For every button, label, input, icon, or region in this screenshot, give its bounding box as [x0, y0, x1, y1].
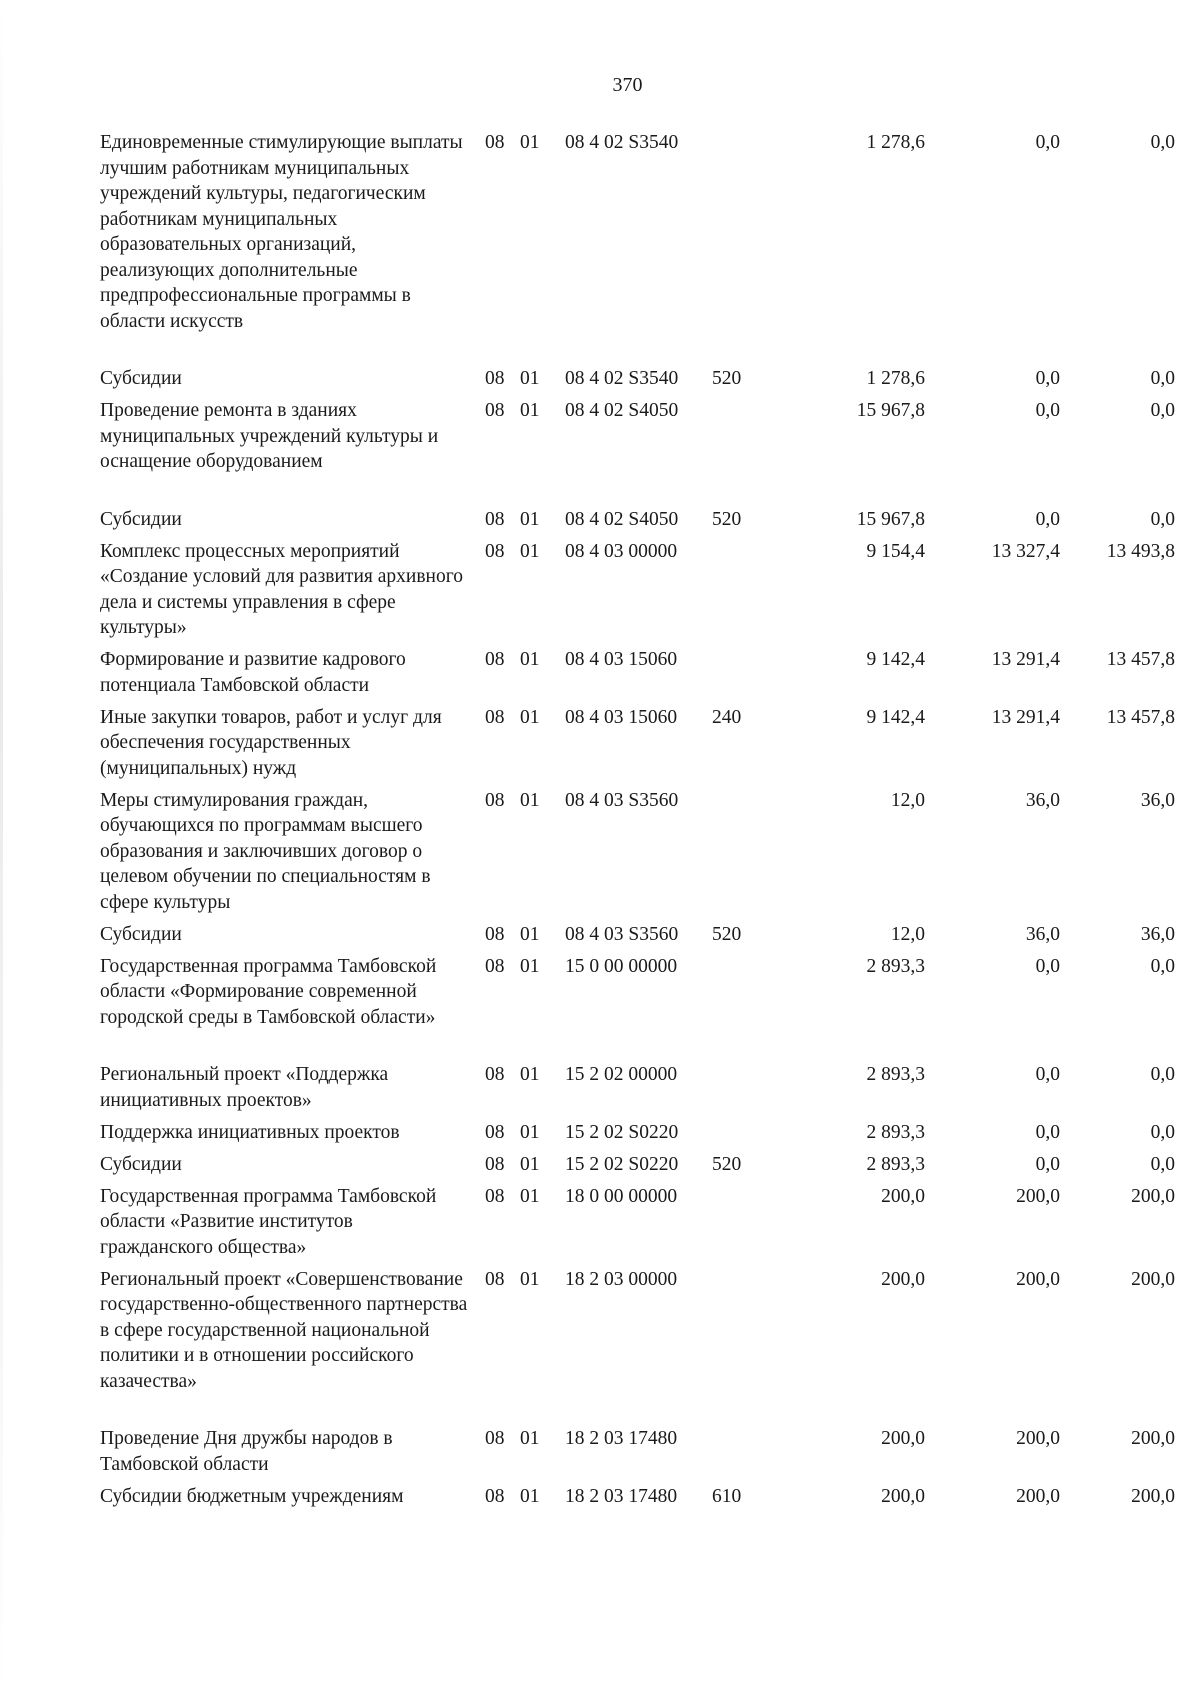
row-name: Региональный проект «Поддержка инициативных проектов»	[100, 1064, 389, 1111]
table-row	[100, 1484, 1175, 1510]
row-subsection: 01	[520, 540, 540, 562]
row-name: Комплекс процессных мероприятий «Создание условий для развития архивного дела и системы управления в сфере культуры»	[100, 540, 463, 638]
row-section: 08	[485, 1153, 505, 1175]
row-subsection: 01	[520, 508, 540, 530]
table-row	[100, 705, 1175, 782]
row-amount-2025: 200,0	[881, 1185, 925, 1207]
row-name: Субсидии бюджетным учреждениям	[100, 1485, 404, 1507]
table-row	[100, 1426, 1175, 1477]
row-subsection: 01	[520, 789, 540, 811]
row-amount-2027: 13 457,8	[1106, 706, 1175, 728]
row-amount-2027: 200,0	[1131, 1428, 1175, 1449]
row-amount-2027: 13 493,8	[1106, 540, 1175, 562]
row-target-article: 15 0 00 00000	[565, 955, 678, 977]
row-amount-2027: 0,0	[1150, 1121, 1175, 1143]
table-row	[100, 1120, 1175, 1146]
row-section: 08	[485, 1185, 505, 1207]
table-row	[100, 954, 1175, 1056]
row-amount-2026: 0,0	[1035, 508, 1060, 530]
table-row	[100, 1267, 1175, 1420]
row-section: 08	[485, 132, 505, 153]
row-expense-type: 520	[712, 1153, 742, 1175]
row-section: 08	[485, 368, 505, 389]
row-name: Иные закупки товаров, работ и услуг для обеспечения государственных (муниципальных) нужд	[100, 706, 442, 779]
row-amount-2027: 200,0	[1131, 1185, 1175, 1207]
row-amount-2025: 9 142,4	[866, 706, 925, 728]
row-subsection: 01	[520, 1121, 540, 1143]
row-amount-2027: 36,0	[1140, 789, 1175, 811]
row-section: 08	[485, 1268, 505, 1290]
row-name: Единовременные стимулирующие выплаты лучшим работникам муниципальных учреждений культуры, педагогическим работникам муниципальных образовательных организаций, реализующих дополнительные предпрофессиональные программы в области искусств	[100, 132, 463, 332]
row-amount-2026: 200,0	[1016, 1185, 1060, 1207]
page-number: 370	[612, 74, 643, 96]
row-expense-type: 520	[712, 368, 742, 389]
row-section: 08	[485, 508, 505, 530]
row-target-article: 08 4 02 S4050	[565, 508, 679, 530]
row-section: 08	[485, 789, 505, 811]
row-name: Региональный проект «Совершенствование государственно-общественного партнерства в сфере государственной национальной политики и в отношении российского казачества»	[100, 1268, 468, 1392]
row-amount-2025: 12,0	[890, 789, 925, 811]
row-subsection: 01	[520, 400, 540, 421]
row-name: Проведение ремонта в зданиях муниципальных учреждений культуры и оснащение оборудованием	[100, 400, 439, 472]
row-amount-2025: 2 893,3	[866, 1064, 925, 1085]
row-section: 08	[485, 649, 505, 670]
row-subsection: 01	[520, 649, 540, 670]
table-row	[100, 1184, 1175, 1261]
row-target-article: 08 4 03 15060	[565, 706, 678, 728]
row-amount-2026: 200,0	[1016, 1485, 1060, 1507]
scan-edge	[0, 0, 3, 1697]
row-expense-type: 520	[712, 923, 742, 945]
table-row	[100, 1152, 1175, 1178]
row-section: 08	[485, 540, 505, 562]
row-target-article: 15 2 02 00000	[565, 1064, 678, 1085]
row-amount-2025: 12,0	[890, 923, 925, 945]
row-subsection: 01	[520, 706, 540, 728]
row-expense-type: 520	[712, 508, 742, 530]
table-row	[100, 647, 1175, 698]
table-row	[100, 398, 1175, 500]
row-amount-2025: 2 893,3	[866, 1153, 925, 1175]
row-section: 08	[485, 1064, 505, 1085]
row-amount-2025: 9 142,4	[866, 649, 925, 670]
row-amount-2027: 36,0	[1140, 923, 1175, 945]
row-subsection: 01	[520, 132, 540, 153]
row-amount-2026: 200,0	[1016, 1428, 1060, 1449]
row-amount-2027: 0,0	[1150, 132, 1175, 153]
row-target-article: 08 4 02 S3540	[565, 368, 679, 389]
row-expense-type: 610	[712, 1485, 742, 1507]
row-name: Субсидии	[100, 1153, 182, 1175]
table-row	[100, 539, 1175, 641]
row-name: Субсидии	[100, 368, 182, 389]
table-row	[100, 1062, 1175, 1113]
row-section: 08	[485, 1121, 505, 1143]
row-amount-2026: 0,0	[1035, 1121, 1060, 1143]
row-section: 08	[485, 1428, 505, 1449]
row-amount-2025: 2 893,3	[866, 1121, 925, 1143]
row-amount-2025: 15 967,8	[856, 508, 925, 530]
row-target-article: 18 0 00 00000	[565, 1185, 678, 1207]
row-amount-2027: 200,0	[1131, 1485, 1175, 1507]
row-amount-2025: 15 967,8	[856, 400, 925, 421]
row-subsection: 01	[520, 1485, 540, 1507]
row-name: Поддержка инициативных проектов	[100, 1121, 400, 1143]
row-amount-2027: 0,0	[1150, 955, 1175, 977]
row-subsection: 01	[520, 1064, 540, 1085]
row-name: Субсидии	[100, 508, 182, 530]
row-amount-2027: 0,0	[1150, 508, 1175, 530]
row-target-article: 08 4 03 00000	[565, 540, 678, 562]
row-amount-2026: 0,0	[1035, 1064, 1060, 1085]
row-section: 08	[485, 923, 505, 945]
row-amount-2025: 9 154,4	[866, 540, 925, 562]
row-name: Государственная программа Тамбовской области «Развитие институтов гражданского общества»	[100, 1185, 437, 1258]
row-subsection: 01	[520, 1153, 540, 1175]
row-target-article: 18 2 03 17480	[565, 1428, 678, 1449]
row-amount-2025: 200,0	[881, 1268, 925, 1290]
row-target-article: 08 4 03 15060	[565, 649, 678, 670]
row-target-article: 18 2 03 17480	[565, 1485, 678, 1507]
table-row	[100, 130, 1175, 360]
row-amount-2025: 200,0	[881, 1428, 925, 1449]
row-amount-2027: 0,0	[1150, 368, 1175, 389]
row-amount-2026: 0,0	[1035, 132, 1060, 153]
table-row	[100, 788, 1175, 916]
row-amount-2026: 0,0	[1035, 368, 1060, 389]
row-amount-2027: 200,0	[1131, 1268, 1175, 1290]
row-amount-2026: 200,0	[1016, 1268, 1060, 1290]
row-target-article: 08 4 02 S3540	[565, 132, 679, 153]
row-amount-2026: 13 327,4	[991, 540, 1060, 562]
table-row	[100, 366, 1175, 392]
row-subsection: 01	[520, 1185, 540, 1207]
table-row	[100, 922, 1175, 948]
row-subsection: 01	[520, 368, 540, 389]
row-name: Проведение Дня дружбы народов в Тамбовской области	[100, 1428, 393, 1475]
row-subsection: 01	[520, 955, 540, 977]
row-target-article: 08 4 03 S3560	[565, 789, 679, 811]
row-target-article: 18 2 03 00000	[565, 1268, 678, 1290]
row-section: 08	[485, 400, 505, 421]
row-amount-2026: 13 291,4	[991, 649, 1060, 670]
row-subsection: 01	[520, 923, 540, 945]
row-name: Субсидии	[100, 923, 182, 945]
row-section: 08	[485, 706, 505, 728]
row-target-article: 08 4 03 S3560	[565, 923, 679, 945]
row-amount-2025: 200,0	[881, 1485, 925, 1507]
row-amount-2025: 2 893,3	[866, 955, 925, 977]
row-name: Меры стимулирования граждан, обучающихся по программам высшего образования и заключивших договор о целевом обучении по специальностям в сфере культуры	[100, 789, 431, 913]
row-subsection: 01	[520, 1268, 540, 1290]
row-amount-2027: 0,0	[1150, 1153, 1175, 1175]
row-amount-2025: 1 278,6	[866, 368, 925, 389]
row-amount-2026: 0,0	[1035, 400, 1060, 421]
row-section: 08	[485, 955, 505, 977]
row-expense-type: 240	[712, 706, 742, 728]
row-amount-2026: 36,0	[1025, 789, 1060, 811]
row-subsection: 01	[520, 1428, 540, 1449]
row-section: 08	[485, 1485, 505, 1507]
row-amount-2027: 13 457,8	[1106, 649, 1175, 670]
row-amount-2026: 0,0	[1035, 1153, 1060, 1175]
row-target-article: 15 2 02 S0220	[565, 1121, 679, 1143]
row-name: Государственная программа Тамбовской области «Формирование современной городской среды в Тамбовской области»	[100, 955, 437, 1028]
row-amount-2027: 0,0	[1150, 1064, 1175, 1085]
table-row	[100, 507, 1175, 533]
row-amount-2025: 1 278,6	[866, 132, 925, 153]
row-amount-2026: 13 291,4	[991, 706, 1060, 728]
row-target-article: 08 4 02 S4050	[565, 400, 679, 421]
row-target-article: 15 2 02 S0220	[565, 1153, 679, 1175]
row-amount-2026: 36,0	[1025, 923, 1060, 945]
row-amount-2027: 0,0	[1150, 400, 1175, 421]
row-name: Формирование и развитие кадрового потенциала Тамбовской области	[100, 649, 406, 696]
row-amount-2026: 0,0	[1035, 955, 1060, 977]
